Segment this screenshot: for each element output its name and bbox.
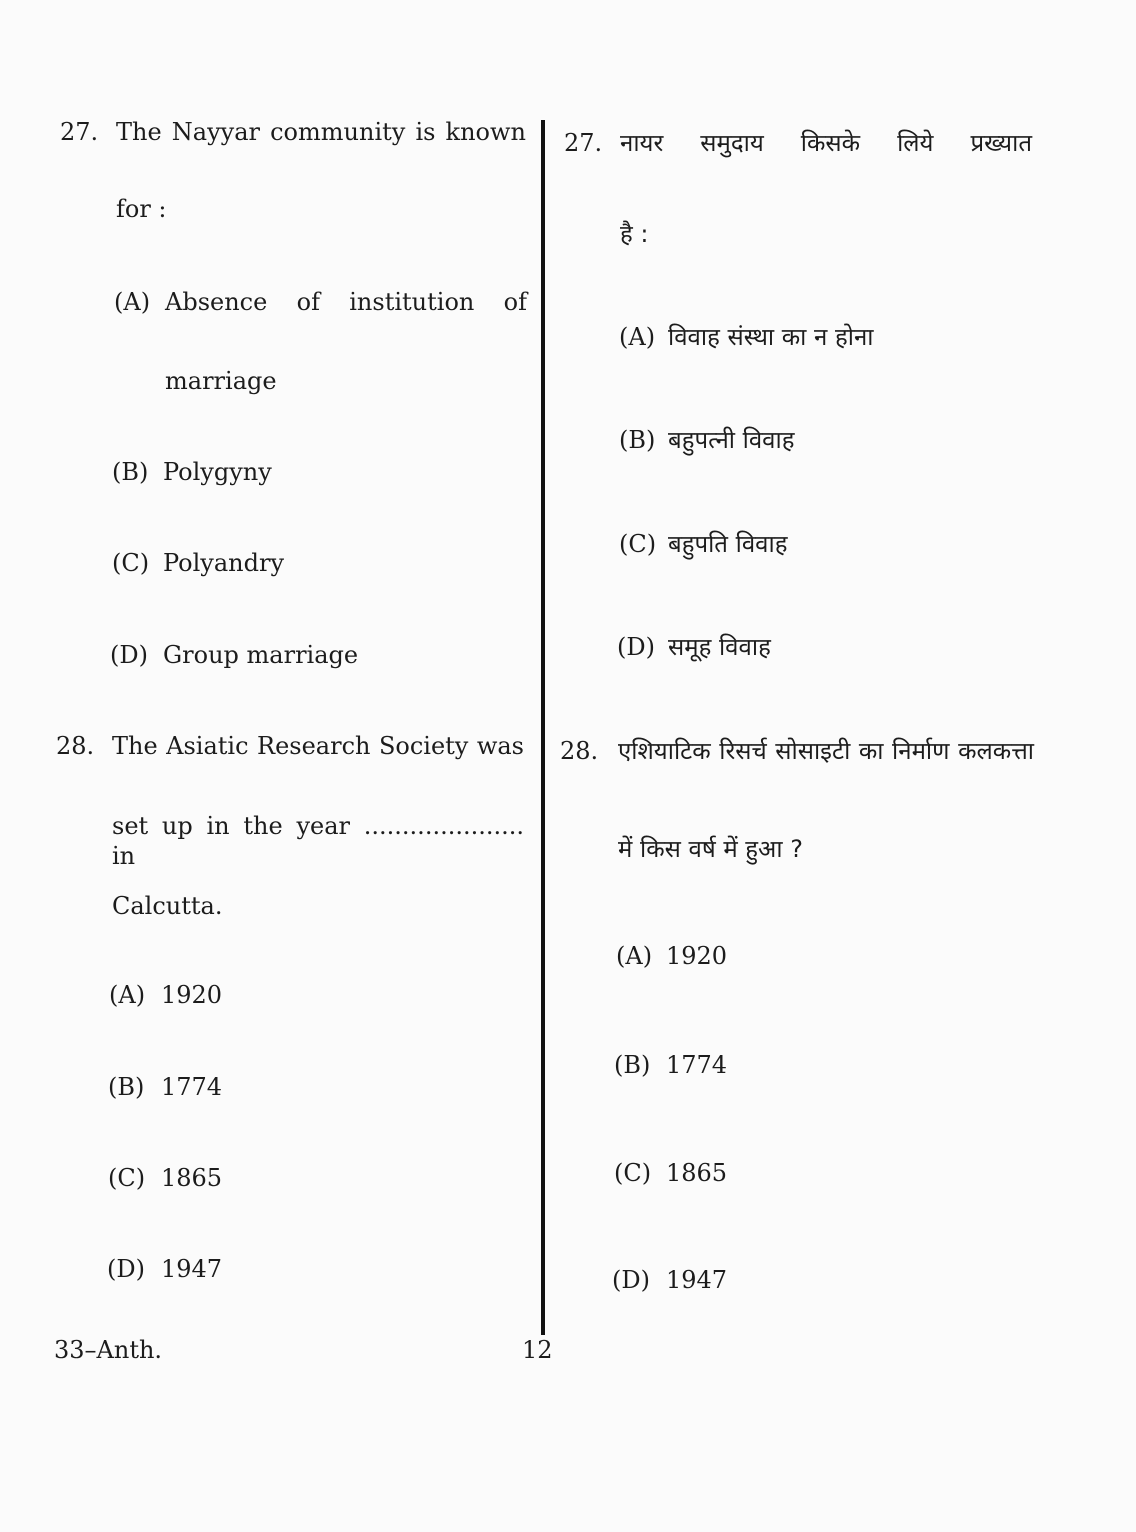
option-text: marriage [165, 367, 277, 395]
option-label: (D) [612, 1266, 650, 1294]
option-label: (C) [112, 549, 150, 577]
option-text: 1774 [666, 1051, 728, 1079]
paper-code: 33–Anth. [54, 1336, 163, 1364]
question-text: में किस वर्ष में हुआ ? [618, 835, 803, 863]
option-label: (B) [112, 458, 149, 486]
option-text: समूह विवाह [668, 633, 771, 661]
option-text: 1920 [666, 942, 728, 970]
option-text: विवाह संस्था का न होना [668, 323, 874, 351]
option-label: (C) [108, 1164, 146, 1192]
option-label: (D) [107, 1255, 145, 1283]
column-divider [541, 120, 545, 1335]
option-label: (C) [614, 1159, 652, 1187]
question-text: set up in the year ..................... in [112, 812, 524, 870]
option-label: (A) [619, 323, 656, 351]
option-text: 1947 [666, 1266, 728, 1294]
question-number: 28. [560, 737, 599, 765]
question-number: 28. [56, 732, 95, 760]
question-text: है : [620, 220, 649, 248]
question-text: The Asiatic Research Society was [112, 732, 524, 760]
question-number: 27. [564, 129, 603, 157]
option-label: (A) [114, 288, 151, 316]
question-text: नायर समुदाय किसके लिये प्रख्यात [620, 129, 1032, 157]
option-label: (B) [614, 1051, 651, 1079]
option-text: Absence of institution of [165, 288, 527, 316]
option-label: (C) [619, 530, 657, 558]
option-label: (B) [619, 426, 656, 454]
option-text: 1865 [161, 1164, 223, 1192]
option-text: Group marriage [163, 641, 359, 669]
option-label: (A) [109, 981, 146, 1009]
option-text: Polygyny [163, 458, 272, 486]
question-text: The Nayyar community is known [116, 118, 526, 146]
option-text: बहुपति विवाह [668, 530, 788, 558]
question-text: एशियाटिक रिसर्च सोसाइटी का निर्माण कलकत्ता [618, 737, 1034, 765]
option-text: बहुपत्नी विवाह [668, 426, 795, 454]
option-label: (B) [108, 1073, 145, 1101]
option-text: 1947 [161, 1255, 223, 1283]
option-text: 1774 [161, 1073, 223, 1101]
option-label: (A) [616, 942, 653, 970]
option-text: 1920 [161, 981, 223, 1009]
question-number: 27. [60, 118, 99, 146]
question-text: Calcutta. [112, 892, 223, 920]
option-label: (D) [617, 633, 655, 661]
option-label: (D) [110, 641, 148, 669]
page-number: 12 [522, 1336, 553, 1364]
question-text: for : [116, 195, 167, 223]
option-text: 1865 [666, 1159, 728, 1187]
option-text: Polyandry [163, 549, 285, 577]
